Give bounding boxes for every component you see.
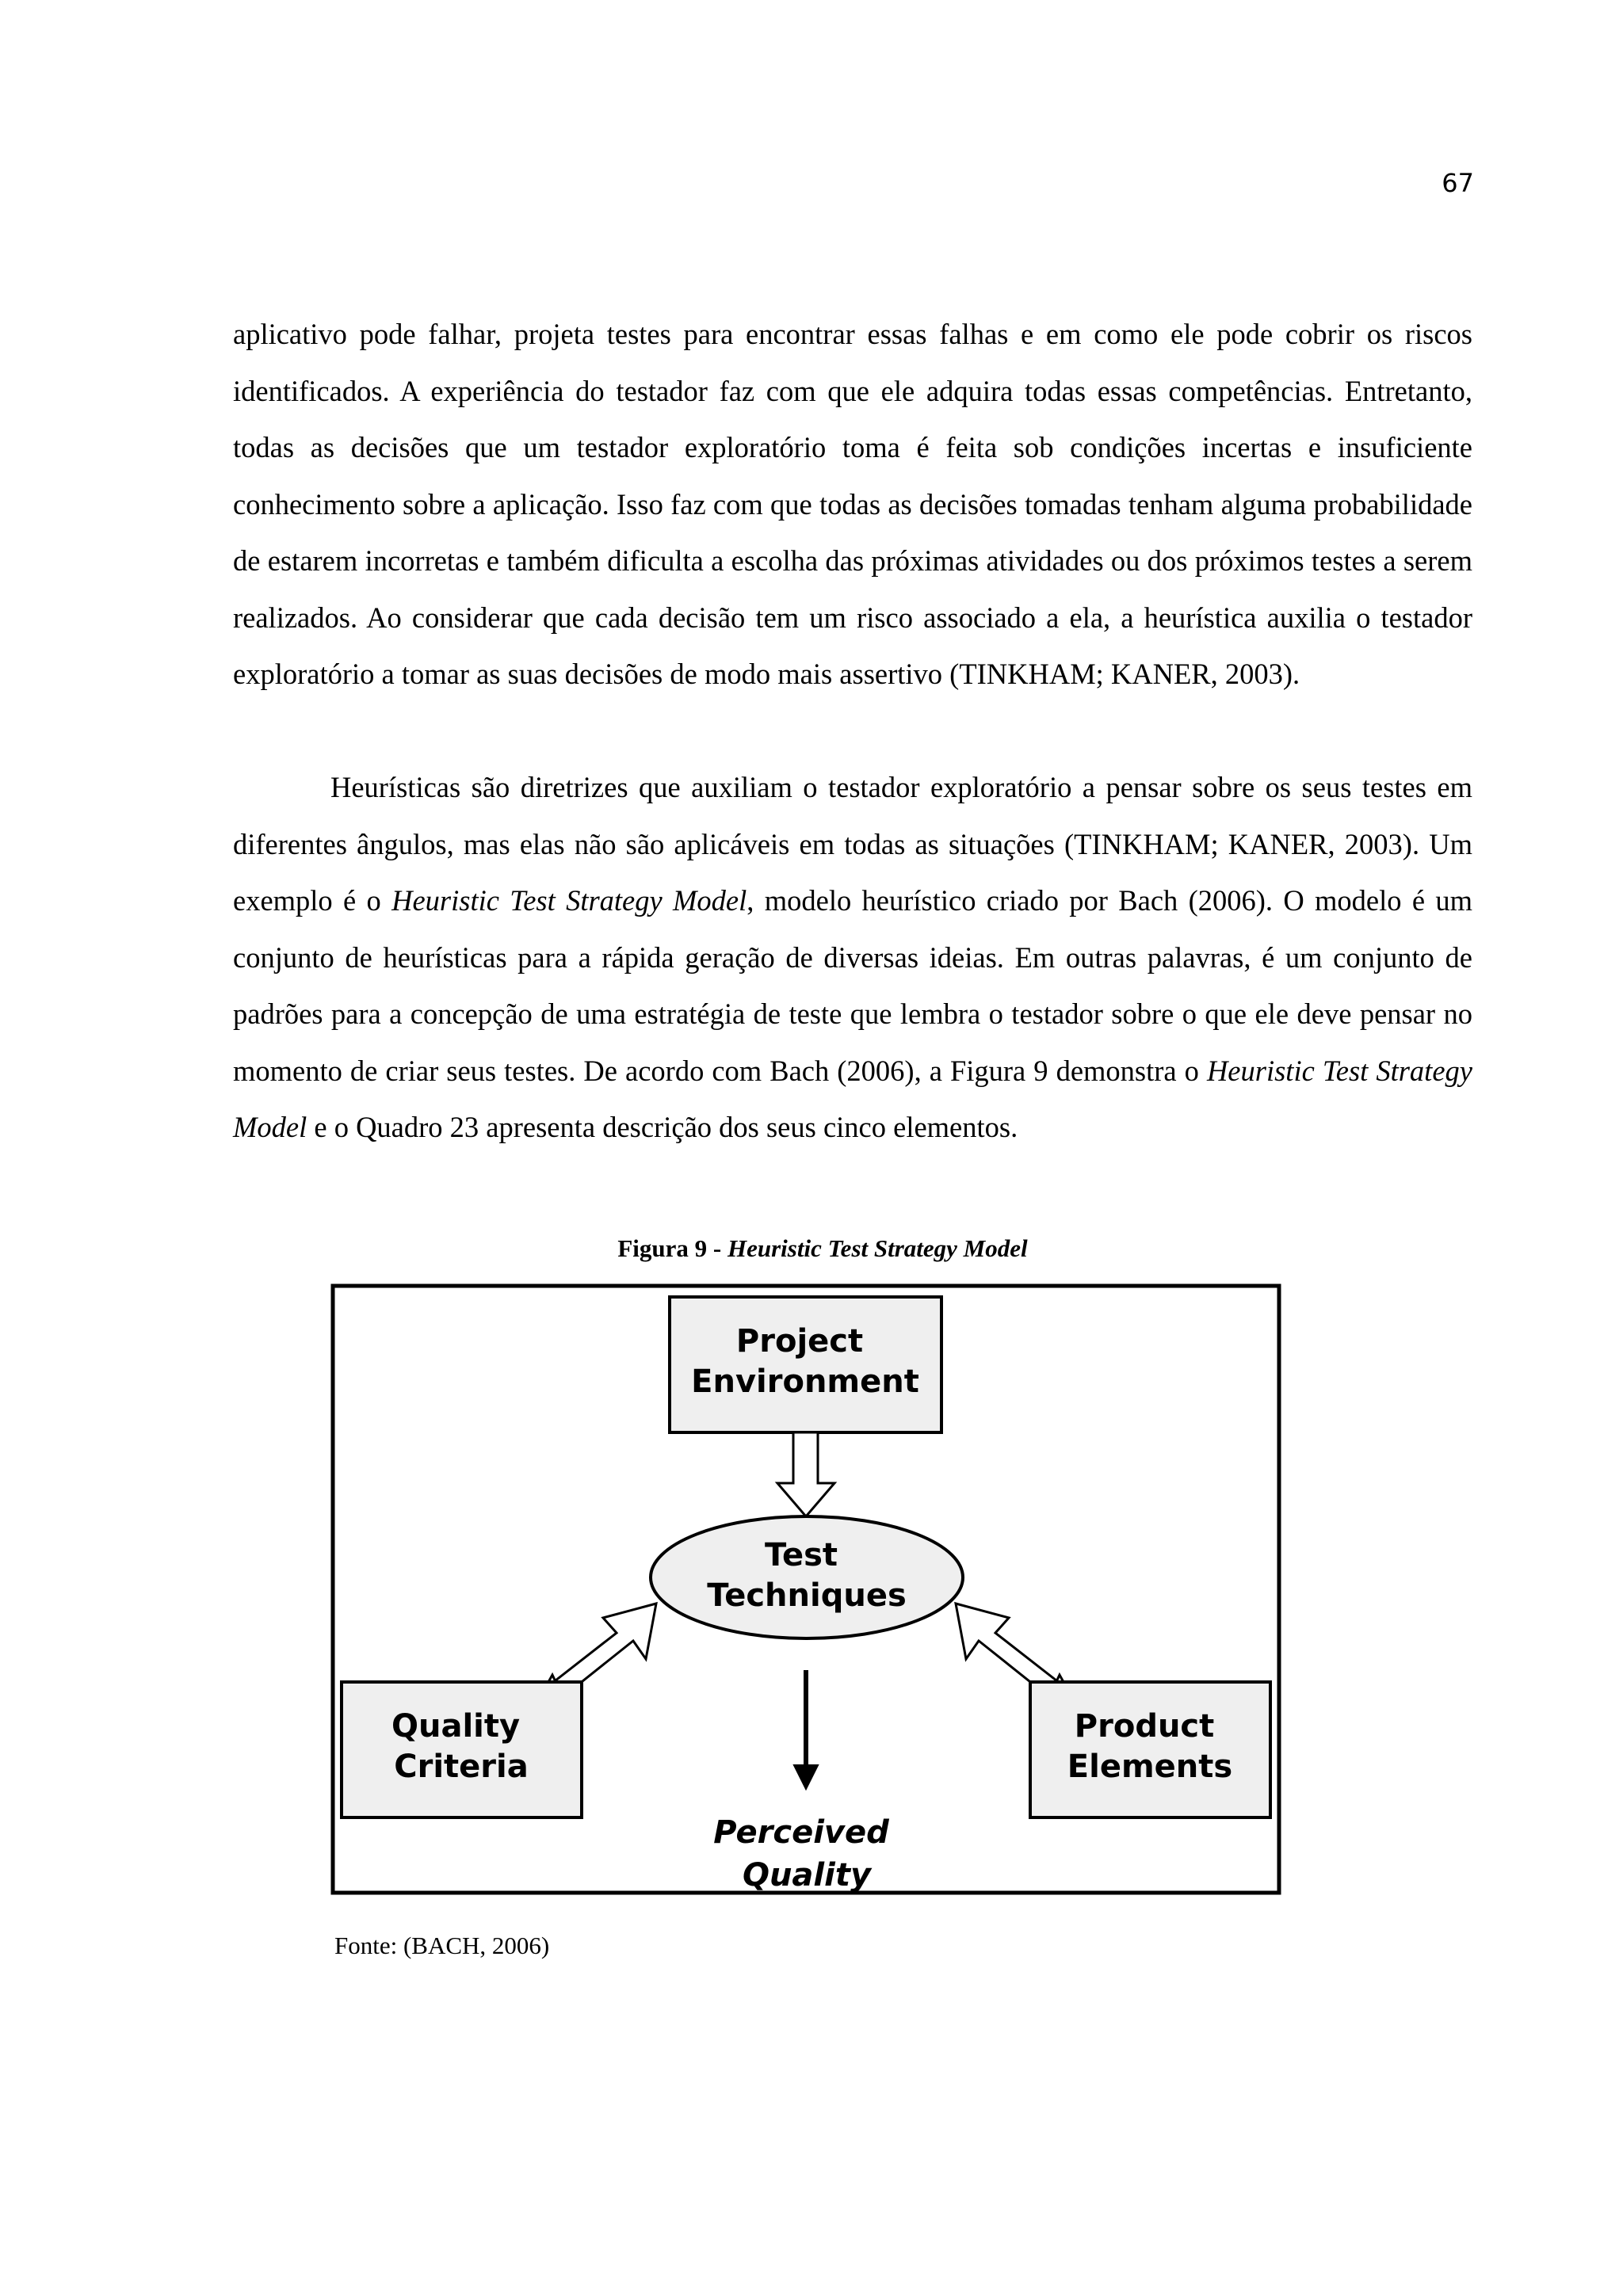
paragraph-2-part-3: e o Quadro 23 apresenta descrição dos seus cinco elementos. [307,1111,1018,1143]
perceived-quality-label: Perceived Quality [713,1814,889,1894]
paragraph-2-text [233,759,1472,1156]
quality-criteria-label: Quality Criteria [391,1708,529,1785]
project-environment-label: Project Environment [691,1323,919,1400]
page-number: 67 [1442,168,1474,198]
figure-caption-prefix: Figura 9 - [617,1234,727,1262]
paragraph-1 [233,306,1472,703]
product-elements-label: Product Elements [1067,1708,1233,1785]
test-techniques-label: Test Techniques [707,1537,907,1614]
paragraph-1-text: aplicativo pode falhar, projeta testes para encontrar essas falhas e em como ele pode cobrir os riscos identificados. A experiência do testador faz com que ele adquira todas essas competências. Entretanto, todas as decisões que um testador exploratório toma é feita sob condições incertas e insuficiente conhecimento sobre a aplicação. Isso faz com que todas as decisões tomadas tenham alguma probabilidade de estarem incorretas e também dificulta a escolha das próximas atividades ou dos próximos testes a serem realizados. Ao considerar que cada decisão tem um risco associado a ela, a heurística auxilia o testador exploratório a tomar as suas decisões de modo mais assertivo (TINKHAM; KANER, 2003). [233,318,1472,690]
heuristic-test-strategy-diagram [330,1283,1281,1895]
paragraph-2-part-2: , modelo heurístico criado por Bach (2006). O modelo é um conjunto de heurísticas para a rápida geração de diversas ideias. Em outras palavras, é um conjunto de padrões para a concepção de uma estratégia de teste que lembra o testador sobre o que ele deve pensar no momento de criar seus testes. De acordo com Bach (2006), a Figura 9 demonstra o [233,884,1472,1087]
figure-source: Fonte: (BACH, 2006) [334,1932,550,1959]
paragraph-2-model-name-1: Heuristic Test Strategy Model [391,884,747,917]
paragraph-2 [233,759,1472,1156]
figure-caption-title: Heuristic Test Strategy Model [727,1234,1028,1262]
figure-caption [0,1234,1623,1263]
paragraph-2-part-1: Heurísticas são diretrizes que auxiliam o testador exploratório a pensar sobre os seus testes em diferentes ângulos, mas elas não são aplicáveis em todas as situações (TINKHAM; KANER, 2003). Um exemplo é o [233,771,1472,917]
paragraph-2-model-name-2: Heuristic Test Strategy Model [233,1054,1472,1143]
